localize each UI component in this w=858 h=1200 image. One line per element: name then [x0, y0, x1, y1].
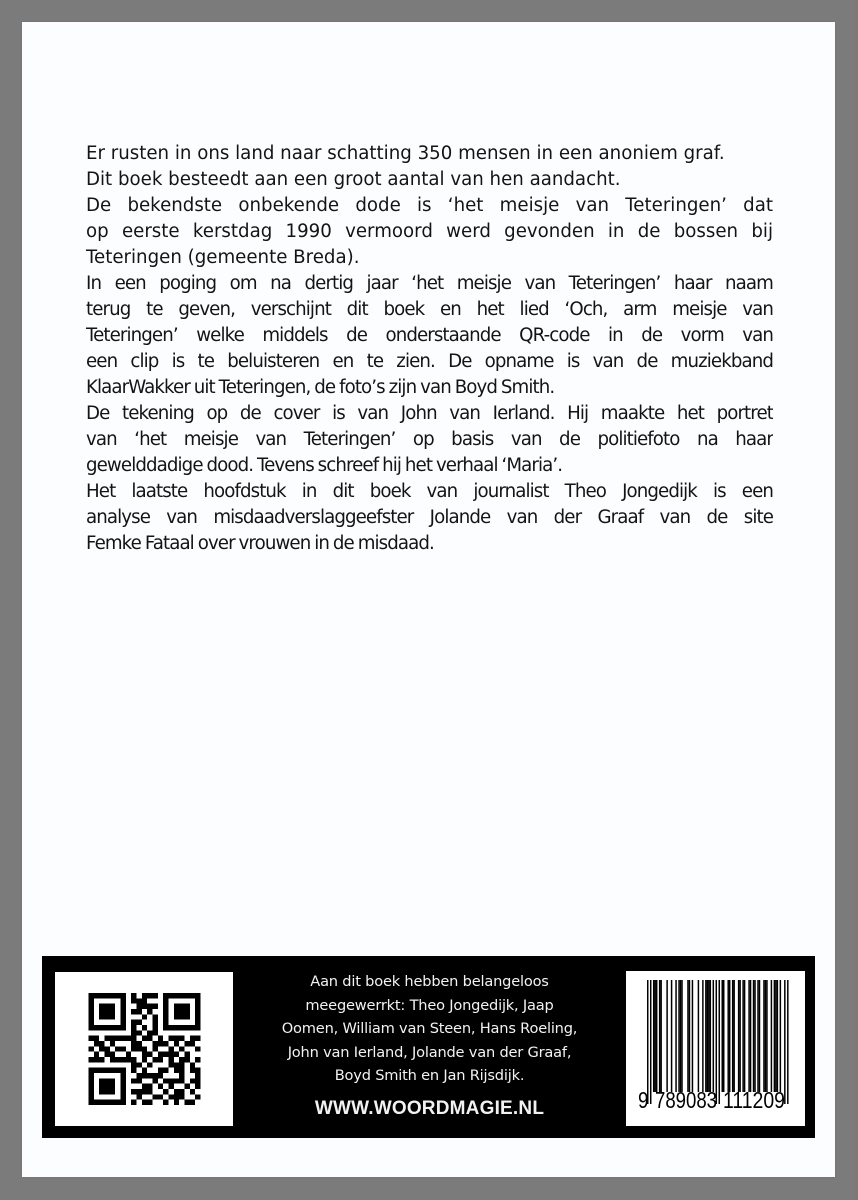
blurb-line: gewelddadige dood. Tevens schreef hij het verhaal ‘Maria’. — [86, 455, 563, 476]
credits-line: Oomen, William van Steen, Hans Roeling, — [281, 1020, 578, 1037]
blurb-line: Teteringen (gemeente Breda). — [86, 247, 360, 268]
frame-edge-line — [855, 0, 857, 1200]
blurb-line: In een poging om na dertig jaar ‘het meisje van Teteringen’ haar naam — [86, 273, 773, 294]
footer-band — [42, 956, 815, 1138]
blurb-text — [86, 141, 773, 557]
blurb-line: KlaarWakker uit Teteringen, de foto’s zijn van Boyd Smith. — [86, 377, 555, 398]
barcode-left-digits: 789083 — [655, 1087, 717, 1113]
blurb-line: Dit boek besteedt aan een groot aantal van hen aandacht. — [86, 169, 621, 190]
blurb-line: analyse van misdaadverslaggeefster Jolande van der Graaf van de site — [86, 507, 773, 528]
blurb-line: van ‘het meisje van Teteringen’ op basis van de politiefoto na haar — [86, 429, 773, 450]
credits-text — [233, 970, 626, 1088]
barcode-right-digits: 111209 — [723, 1087, 785, 1113]
barcode-lead-digit: 9 — [638, 1088, 649, 1114]
credits-line: John van Ierland, Jolande van der Graaf, — [287, 1043, 572, 1061]
website-url: WWW.WOORDMAGIE.NL — [314, 1098, 545, 1119]
credits-line: Aan dit boek hebben belangeloos — [310, 973, 549, 990]
blurb-line: Teteringen’ welke middels de onderstaande QR-code in de vorm van — [86, 325, 773, 346]
blurb-line: Femke Fataal over vrouwen in de misdaad. — [86, 533, 434, 554]
blurb-line: De bekendste onbekende dode is ‘het meisje van Teteringen’ dat — [86, 195, 773, 216]
isbn-barcode — [626, 971, 805, 1126]
blurb-line: Er rusten in ons land naar schatting 350 mensen in een anoniem graf. — [86, 143, 725, 164]
credits-line: Boyd Smith en Jan Rijsdijk. — [334, 1067, 525, 1084]
blurb-line: terug te geven, verschijnt dit boek en het lied ‘Och, arm meisje van — [86, 299, 773, 320]
blurb-line: De tekening op de cover is van John van Ierland. Hij maakte het portret — [86, 403, 773, 424]
barcode-icon — [626, 971, 805, 1126]
blurb-line: een clip is te beluisteren en te zien. De opname is van de muziekband — [86, 351, 773, 372]
qr-code-icon[interactable] — [87, 993, 202, 1105]
qr-code-panel[interactable] — [55, 972, 233, 1126]
blurb-line: Het laatste hoofdstuk in dit boek van journalist Theo Jongedijk is een — [86, 481, 773, 502]
back-cover-page — [22, 22, 835, 1177]
blurb-line: op eerste kerstdag 1990 vermoord werd gevonden in de bossen bij — [86, 221, 773, 242]
credits-line: meegewerrkt: Theo Jongedijk, Jaap — [305, 996, 554, 1014]
